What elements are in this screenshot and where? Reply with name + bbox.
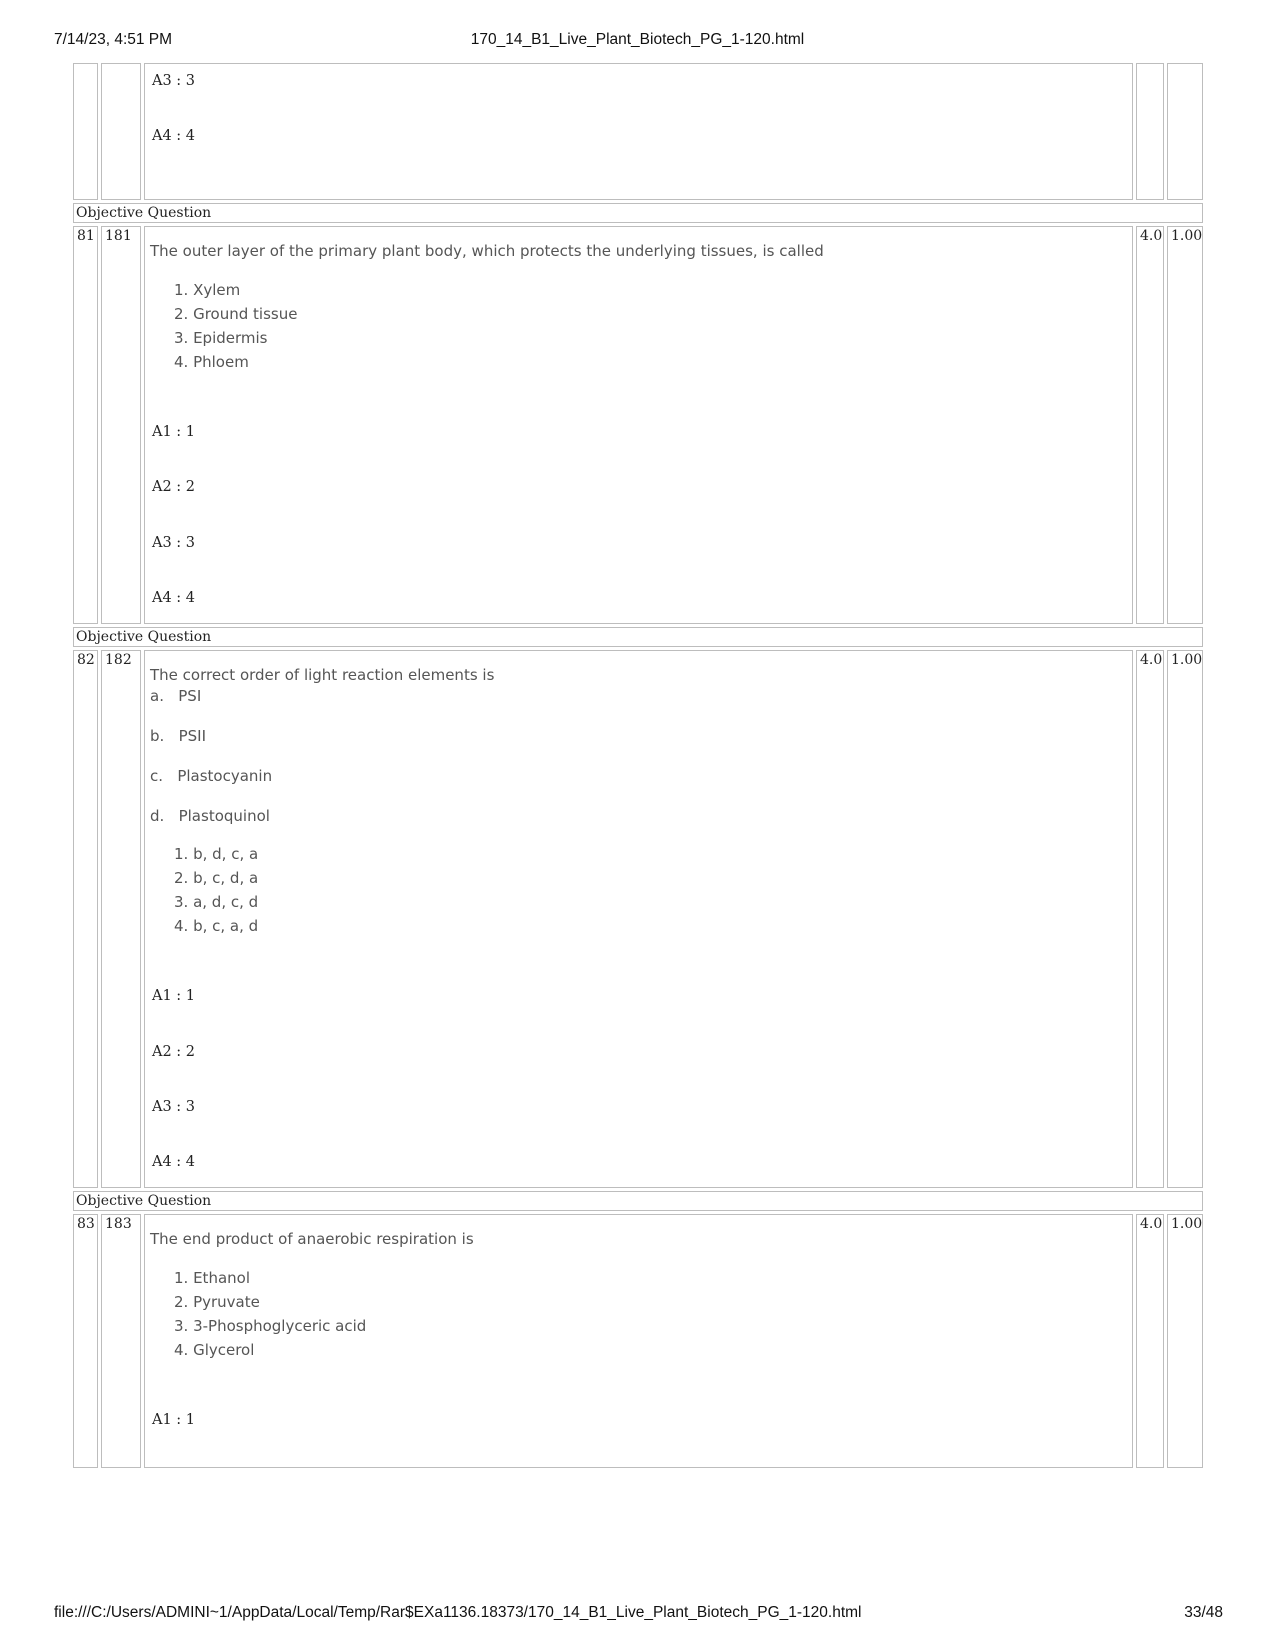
- answer-option: A1 : 1: [152, 424, 196, 440]
- qid-cell: [101, 63, 141, 200]
- option-item: 2. Ground tissue: [174, 305, 298, 323]
- answer-option: A4 : 4: [152, 128, 196, 145]
- answer-option: A3 : 3: [152, 534, 196, 551]
- question-negative-marks: 1.00: [1167, 226, 1203, 624]
- question-type-row: [73, 627, 1203, 647]
- print-file-path: file:///C:/Users/ADMINI~1/AppData/Local/Temp/Rar$EXa1136.18373/170_14_B1_Live_Plant_Biotech_PG_1-120.html: [54, 1604, 862, 1621]
- statement-item: c. Plastocyanin: [150, 767, 273, 786]
- question-serial: 82: [73, 650, 98, 1188]
- option-item: 1. Xylem: [174, 281, 241, 299]
- answer-option: A2 : 2: [152, 479, 196, 496]
- question-row: [73, 1214, 1203, 1467]
- question-content: [144, 1214, 1133, 1467]
- option-item: 3. Epidermis: [174, 329, 268, 347]
- option-item: 3. 3-Phosphoglyceric acid: [174, 1317, 367, 1336]
- option-item: 4. Phloem: [174, 353, 249, 371]
- option-item: 2. b, c, d, a: [174, 869, 259, 888]
- question-table: [70, 60, 1206, 1471]
- sno-cell: [73, 63, 98, 200]
- marks-cell: [1136, 63, 1164, 200]
- answer-option: A4 : 4: [152, 1154, 196, 1171]
- question-type-label: Objective Question: [73, 627, 1203, 647]
- print-title: 170_14_B1_Live_Plant_Biotech_PG_1-120.html: [470, 31, 805, 48]
- option-item: 4. b, c, a, d: [174, 917, 259, 936]
- statement-item: d. Plastoquinol: [150, 807, 270, 826]
- answer-option: A2 : 2: [152, 1043, 196, 1060]
- print-datetime: 7/14/23, 4:51 PM: [54, 31, 173, 48]
- option-item: 3. a, d, c, d: [174, 893, 259, 912]
- question-row: [73, 650, 1203, 1188]
- negative-marks-cell: [1167, 63, 1203, 200]
- question-text: The outer layer of the primary plant body, which protects the underlying tissues, is called: [150, 242, 824, 260]
- answer-option: A4 : 4: [152, 590, 196, 607]
- question-type-label: Objective Question: [73, 203, 1203, 223]
- statement-item: b. PSII: [150, 727, 207, 746]
- option-item: 2. Pyruvate: [174, 1293, 260, 1312]
- content-cell: [144, 63, 1133, 200]
- question-negative-marks: 1.00: [1167, 1214, 1203, 1467]
- statement-item: a. PSI: [150, 687, 202, 706]
- question-text: The end product of anaerobic respiration is: [150, 1230, 474, 1249]
- question-id: 183: [101, 1214, 141, 1467]
- question-type-label: Objective Question: [73, 1191, 1203, 1211]
- option-item: 1. b, d, c, a: [174, 845, 259, 864]
- option-item: 1. Ethanol: [174, 1269, 250, 1288]
- answer-option: A3 : 3: [152, 1098, 196, 1115]
- question-id: 182: [101, 650, 141, 1188]
- continued-row: [73, 63, 1203, 200]
- question-marks: 4.0: [1136, 1214, 1164, 1467]
- answer-option: A3 : 3: [152, 73, 196, 89]
- question-serial: 83: [73, 1214, 98, 1467]
- question-marks: 4.0: [1136, 650, 1164, 1188]
- option-item: 4. Glycerol: [174, 1341, 255, 1360]
- answer-option: A1 : 1: [152, 1412, 196, 1429]
- question-paper: [70, 60, 1206, 1592]
- question-id: 181: [101, 226, 141, 624]
- question-content: [144, 226, 1133, 624]
- question-row: [73, 226, 1203, 624]
- print-page-number: 33/48: [1184, 1604, 1223, 1621]
- answer-option: A1 : 1: [152, 988, 196, 1005]
- question-marks: 4.0: [1136, 226, 1164, 624]
- question-text: The correct order of light reaction elements is: [150, 666, 495, 685]
- question-negative-marks: 1.00: [1167, 650, 1203, 1188]
- question-type-row: [73, 1191, 1203, 1211]
- question-serial: 81: [73, 226, 98, 624]
- question-content: [144, 650, 1133, 1188]
- question-type-row: [73, 203, 1203, 223]
